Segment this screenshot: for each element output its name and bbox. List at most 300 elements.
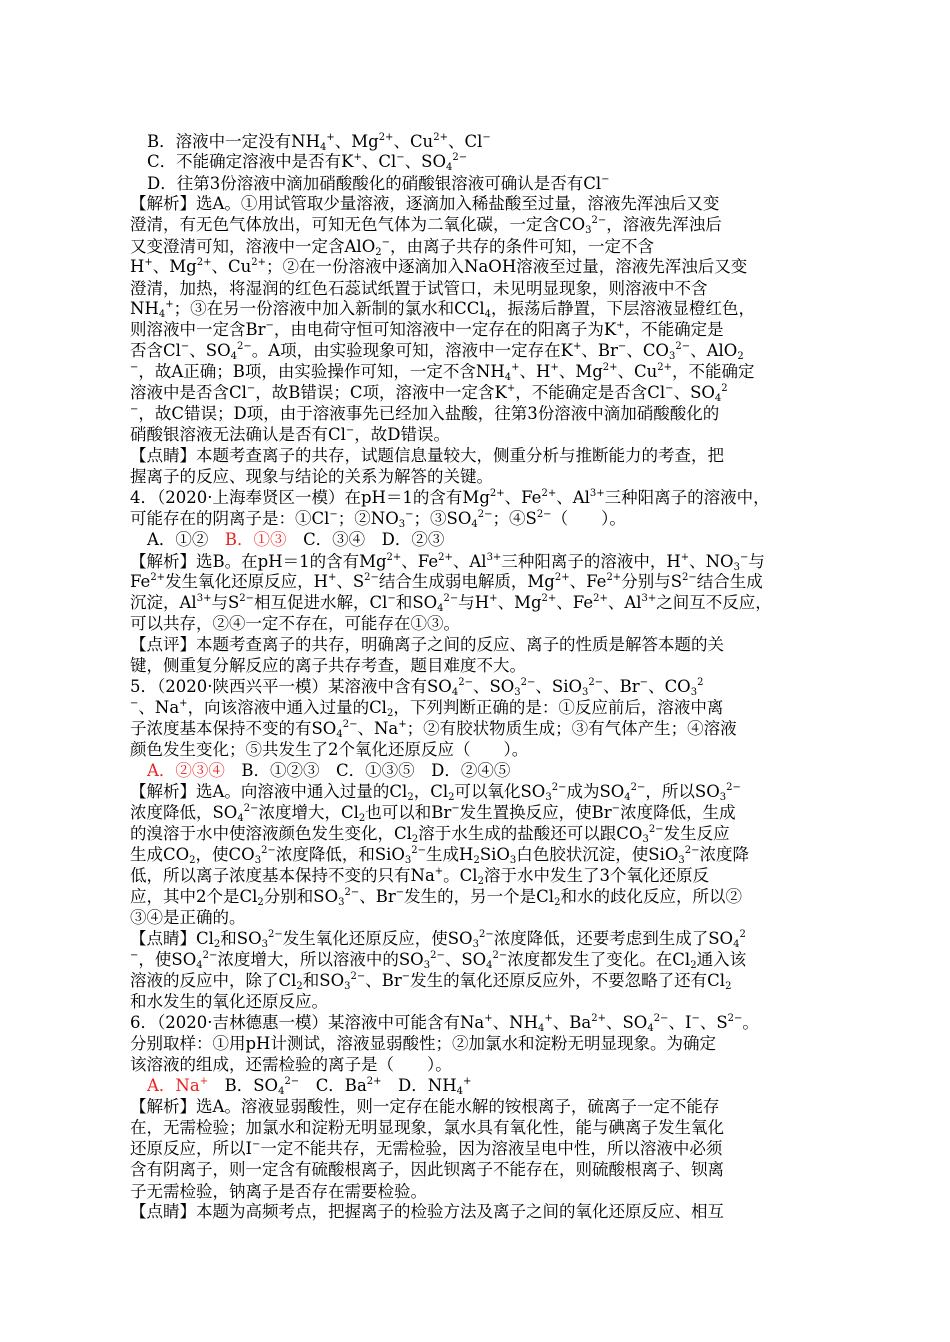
subscript: 4 <box>319 142 327 153</box>
subscript: 2 <box>690 960 697 971</box>
text-run: ，不能确定是否含Cl <box>515 383 666 402</box>
subscript: 4 <box>471 519 478 530</box>
superscript: 2− <box>443 593 459 604</box>
superscript: 2+ <box>438 552 453 563</box>
text-run: 。 <box>742 1013 759 1032</box>
text-run: 浓度降低，还要考虑到生成了SO <box>493 929 734 948</box>
text-run: 还原反应，所以I <box>130 1139 253 1158</box>
text-line <box>147 132 837 152</box>
superscript: − <box>401 971 411 982</box>
superscript: − <box>252 1139 261 1150</box>
text-line <box>130 971 820 991</box>
subscript: 4 <box>647 1023 654 1034</box>
text-run: 可能存在的阴离子是：①Cl <box>130 509 330 528</box>
superscript: 2− <box>261 845 276 856</box>
superscript: 3+ <box>589 488 605 499</box>
text-run: 相互促进水解，Cl <box>254 593 388 612</box>
text-run: ，Cl <box>413 782 449 801</box>
subscript: 3 <box>545 792 552 803</box>
answer-highlight: A．Na <box>147 1076 200 1095</box>
text-run: D．往第3份溶液中滴加硝酸酸化的硝酸银溶液可确认是否有Cl <box>147 174 602 193</box>
text-line <box>130 1202 820 1222</box>
superscript: + <box>489 593 498 604</box>
text-run: 【解析】选A。①用试管取少量溶液，逐滴加入稀盐酸至过量，溶液先浑浊后又变 <box>130 194 720 213</box>
text-run: 。Cl <box>443 866 478 885</box>
superscript: 2− <box>268 929 283 940</box>
text-run: 硝酸银溶液无法确认是否有Cl <box>130 425 346 444</box>
answer-highlight: A．②③④ <box>147 761 225 780</box>
text-run: 、Na <box>138 698 180 717</box>
text-run: Fe <box>130 572 151 591</box>
superscript: − <box>265 320 274 331</box>
subscript: 3 <box>261 939 268 950</box>
text-run: 、SO <box>404 152 446 171</box>
subscript: 4 <box>714 393 722 404</box>
text-run: 发生氧化还原反应，使SO <box>282 929 473 948</box>
subscript: 3 <box>668 351 676 362</box>
superscript: 2− <box>727 1013 743 1024</box>
superscript: − <box>130 404 139 415</box>
text-line <box>130 299 820 319</box>
text-line <box>130 1160 820 1180</box>
text-line <box>130 824 820 844</box>
text-line <box>130 803 820 823</box>
superscript: − <box>617 341 627 352</box>
subscript: 2 <box>725 981 732 992</box>
text-run: 该溶液的组成，还需检验的离子是（ ）。 <box>130 1055 452 1074</box>
text-run: 浓度增大，所以溶液中的SO <box>217 950 424 969</box>
superscript: 2− <box>648 824 664 835</box>
superscript: 2− <box>478 929 494 940</box>
superscript: 2+ <box>554 572 570 583</box>
text-run: 、Al <box>452 552 487 571</box>
text-run: 浓度降低，生成 <box>620 803 736 822</box>
superscript: 2− <box>536 509 552 520</box>
superscript: − <box>396 152 405 163</box>
text-run: 、Br <box>365 971 402 990</box>
text-run: 沉淀，Al <box>130 593 197 612</box>
superscript: 2− <box>588 677 604 688</box>
text-run: ，不能确定 <box>672 362 755 381</box>
text-run: 也可以和Br <box>365 803 452 822</box>
subscript: 3 <box>514 687 521 698</box>
text-run: 生成CO <box>130 845 190 864</box>
superscript: 2− <box>653 1013 669 1024</box>
text-run: 颜色发生变化；⑤共发生了2个氧化还原反应（ ）。 <box>130 740 529 759</box>
text-run: ，向该溶液中通入过量的Cl <box>187 698 387 717</box>
text-run: ，所以SO <box>645 782 720 801</box>
text-run: H <box>130 257 145 276</box>
text-run: 澄清，加热，将湿润的红色石蕊试纸置于试管口，未见明显现象，则溶液中不含 <box>130 279 708 298</box>
text-run: 、Mg <box>334 132 379 151</box>
text-run: 浓度增大，Cl <box>258 803 359 822</box>
text-line <box>130 215 820 235</box>
text-line <box>130 237 820 257</box>
text-run: B．①②③ C．①③⑤ D．②④⑤ <box>224 761 511 780</box>
text-run: 、NH <box>492 1013 538 1032</box>
text-run: 溶于水生成的盐酸还可以跟CO <box>418 824 643 843</box>
text-run: 、H <box>519 362 551 381</box>
text-run: 、Cl <box>361 152 397 171</box>
text-run: 结合生成 <box>696 572 763 591</box>
subscript: 4 <box>230 351 238 362</box>
superscript: 2− <box>342 719 358 730</box>
text-run: ，使SO <box>138 950 197 969</box>
superscript: 2− <box>239 593 255 604</box>
text-line <box>130 740 820 760</box>
text-run: 和水的歧化反应，所以② <box>560 887 742 906</box>
superscript: 2− <box>243 803 259 814</box>
text-line <box>130 1118 820 1138</box>
superscript: 2+ <box>602 362 618 373</box>
text-run: 、Br <box>359 887 396 906</box>
superscript: 2− <box>458 677 473 688</box>
subscript: 4 <box>733 939 740 950</box>
superscript: 2+ <box>606 572 622 583</box>
subscript: 3 <box>338 897 345 908</box>
superscript: − <box>180 341 190 352</box>
text-run: 、Al <box>607 593 642 612</box>
subscript: 4 <box>445 162 453 173</box>
text-run: 6．（2020·吉林德惠一模）某溶液中可能含有Na <box>130 1013 485 1032</box>
superscript: + <box>544 1013 553 1024</box>
subscript: 2 <box>407 792 414 803</box>
text-run: C．Ba <box>299 1076 367 1095</box>
superscript: 2+ <box>378 132 394 143</box>
superscript: 2 <box>739 929 746 940</box>
text-run: 与S <box>211 593 240 612</box>
text-run: 、Cu <box>393 132 434 151</box>
text-run: 4．（2020·上海奉贤区一模）在pH＝1的含有Mg <box>130 488 490 507</box>
text-run: C．不能确定溶液中是否有K <box>147 152 354 171</box>
superscript: − <box>451 803 460 814</box>
text-run: 、S <box>699 1013 728 1032</box>
superscript: 2+ <box>251 257 267 268</box>
superscript: 2− <box>520 677 536 688</box>
text-run: 和水发生的氧化还原反应。 <box>130 992 328 1011</box>
text-run: ，故B错误；C项，溶液中一定含K <box>255 383 507 402</box>
superscript: + <box>398 719 407 730</box>
text-run: ；③SO <box>413 509 472 528</box>
subscript: 4 <box>278 1086 285 1097</box>
text-run: 溶液的反应中，除了Cl <box>130 971 297 990</box>
text-run: 、Br <box>603 677 640 696</box>
text-line <box>130 1013 820 1033</box>
subscript: 4 <box>336 729 343 740</box>
text-run: 子浓度基本保持不变的有SO <box>130 719 337 738</box>
text-run: 浓度降低，SO <box>130 803 238 822</box>
subscript: 4 <box>456 1086 463 1097</box>
text-run: 【解析】选A。向溶液中通入过量的Cl <box>130 782 408 801</box>
superscript: − <box>405 509 414 520</box>
text-run: 、SO <box>472 677 515 696</box>
subscript: 4 <box>537 1023 545 1034</box>
subscript: 2 <box>411 834 419 845</box>
superscript: − <box>345 425 355 436</box>
subscript: 3 <box>719 792 727 803</box>
superscript: 2− <box>350 971 366 982</box>
text-run: 、Mg <box>558 362 603 381</box>
superscript: + <box>434 866 444 877</box>
subscript: 2 <box>189 855 196 866</box>
text-run: ，溶液先浑浊后 <box>606 215 722 234</box>
subscript: 4 <box>437 603 444 614</box>
subscript: 4 <box>196 960 203 971</box>
text-run: 浓度降 <box>699 845 750 864</box>
text-line <box>130 782 820 802</box>
text-run: 浓度降低，和SiO <box>275 845 405 864</box>
text-run: 、Fe <box>504 488 542 507</box>
text-run: NH <box>130 299 159 318</box>
text-run: 之间互不反应， <box>656 593 772 612</box>
text-run: 含有阴离子，则一定含有硫酸根离子，因此钡离子不能存在，则硫酸根离子、钡离 <box>130 1160 724 1179</box>
text-run: ；②在一份溶液中逐滴加入NaOH溶液至过量，溶液先浑浊后又变 <box>266 257 748 276</box>
text-line <box>147 530 837 550</box>
subscript: 2 <box>737 351 744 362</box>
text-line <box>147 174 837 194</box>
text-line <box>130 1034 820 1054</box>
text-run: 和SO <box>302 971 345 990</box>
text-run: 、SO <box>444 950 487 969</box>
text-run: 的溴溶于水中使溶液颜色发生变化，Cl <box>130 824 412 843</box>
superscript: + <box>327 572 337 583</box>
text-run: B．溶液中一定没有NH <box>147 132 320 151</box>
text-run: 低，所以离子浓度基本保持不变的只有Na <box>130 866 435 885</box>
superscript: 2− <box>726 782 741 793</box>
superscript: 2+ <box>593 593 608 604</box>
subscript: 2 <box>375 247 382 258</box>
text-run: 、NO <box>689 552 734 571</box>
text-run: 和SO <box>395 593 438 612</box>
superscript: 2− <box>364 572 379 583</box>
superscript: − <box>130 362 139 373</box>
text-run: 、I <box>668 1013 692 1032</box>
text-run: 发生的氧化还原反应外，不要忽略了还有Cl <box>410 971 726 990</box>
text-run: （ ）。 <box>551 509 626 528</box>
superscript: − <box>130 698 139 709</box>
text-run: 与 <box>748 552 765 571</box>
text-run: ，振荡后静置，下层溶液显橙红色， <box>491 299 755 318</box>
subscript: 3 <box>582 687 589 698</box>
text-run: ，由离子共存的条件可知，一定不含 <box>390 237 654 256</box>
text-run: 可以氧化SO <box>454 782 546 801</box>
text-run: 握离子的反应、现象与结论的关系为解答的关键。 <box>130 467 493 486</box>
text-run: 、Na <box>357 719 399 738</box>
text-line <box>130 992 820 1012</box>
subscript: 4 <box>451 687 459 698</box>
text-run: 【点睛】本题为高频考点，把握离子的检验方法及离子之间的氧化还原反应、相互 <box>130 1202 724 1221</box>
superscript: 2 <box>697 677 704 688</box>
text-run: 可以共存，②④一定不存在，可能存在①③。 <box>130 614 460 633</box>
text-run: 三种阳离子的溶液中， <box>604 488 770 507</box>
text-run: ；②有胶状物质生成；③有气体产生；④溶液 <box>406 719 737 738</box>
superscript: + <box>165 299 174 310</box>
text-line <box>147 152 837 172</box>
subscript: 2 <box>477 876 484 887</box>
text-run: 三种阳离子的溶液中，H <box>501 552 681 571</box>
text-line <box>130 929 820 949</box>
text-line <box>130 593 820 613</box>
text-run: ，故D错误。 <box>354 425 451 444</box>
text-line <box>130 1055 820 1075</box>
superscript: 2+ <box>657 362 673 373</box>
text-run: 、Br <box>581 341 618 360</box>
text-run: 、S <box>336 572 365 591</box>
superscript: + <box>550 362 559 373</box>
text-run: 键，侧重复分解反应的离子共存考查，题目难度不大。 <box>130 656 526 675</box>
text-line <box>130 446 820 466</box>
superscript: + <box>680 552 690 563</box>
text-run: 生成H <box>426 845 474 864</box>
subscript: 3 <box>398 519 406 530</box>
subscript: 2 <box>473 855 480 866</box>
superscript: 2+ <box>541 488 557 499</box>
text-run: 发生氧化还原反应，H <box>165 572 328 591</box>
text-run: 子无需检验，钠离子是否存在需要检验。 <box>130 1182 427 1201</box>
text-run: C．③④ D．②③ <box>286 530 445 549</box>
superscript: + <box>144 257 153 268</box>
superscript: − <box>381 237 390 248</box>
superscript: − <box>329 509 338 520</box>
text-run: 【解析】选A。溶液显弱酸性，则一定存在能水解的铵根离子，硫离子一定不能存 <box>130 1097 720 1116</box>
text-run: B．SO <box>208 1076 279 1095</box>
text-run: 、Cu <box>211 257 252 276</box>
text-run: 【点评】本题考查离子的共存，明确离子之间的反应、离子的性质是解答本题的关 <box>130 635 724 654</box>
text-run: 与H <box>458 593 490 612</box>
superscript: 2+ <box>386 552 402 563</box>
text-line <box>130 656 820 676</box>
text-run: ，由电荷守恒可知溶液中一定存在的阳离子为K <box>273 320 617 339</box>
text-run: ，故A正确；B项，由实验操作可知，一定不含NH <box>138 362 505 381</box>
text-run: 则溶液中一定含Br <box>130 320 266 339</box>
text-run: 澄清，有无色气体放出，可知无色气体为二氧化碳，一定含CO <box>130 215 586 234</box>
subscript: 4 <box>486 960 493 971</box>
text-run: 分别和SO <box>263 887 339 906</box>
superscript: + <box>573 341 582 352</box>
superscript: − <box>639 677 649 688</box>
superscript: 2− <box>682 572 697 583</box>
text-run: ；②NO <box>337 509 399 528</box>
superscript: − <box>482 132 491 143</box>
text-run: 发生反应 <box>663 824 730 843</box>
subscript: 3 <box>344 981 351 992</box>
text-run: ；④S <box>492 509 537 528</box>
subscript: 3 <box>509 855 517 866</box>
text-line <box>130 1182 820 1202</box>
superscript: − <box>130 950 139 961</box>
text-line <box>130 257 820 277</box>
text-line <box>130 908 820 928</box>
subscript: 2 <box>257 897 264 908</box>
superscript: 2+ <box>489 488 505 499</box>
subscript: 4 <box>504 372 512 383</box>
superscript: 2− <box>237 341 252 352</box>
subscript: 2 <box>386 708 394 719</box>
text-run: ；③在另一份溶液中加入新制的氯水和CCl <box>173 299 485 318</box>
text-line <box>130 572 820 592</box>
text-line <box>130 404 820 424</box>
superscript: 2− <box>675 341 691 352</box>
text-run: 否含Cl <box>130 341 181 360</box>
text-run: D．NH <box>381 1076 457 1095</box>
superscript: 3+ <box>196 593 212 604</box>
text-run: 分别与S <box>621 572 682 591</box>
text-run: 白色胶状沉淀，使SiO <box>516 845 679 864</box>
text-run: A．①② <box>147 530 225 549</box>
text-run: 、Al <box>556 488 590 507</box>
text-run: 【解析】选B。在pH＝1的含有Mg <box>130 552 387 571</box>
text-run: 、SO <box>189 341 231 360</box>
text-run: 、Ba <box>552 1013 592 1032</box>
superscript: − <box>691 1013 700 1024</box>
text-run: 一定不能共存，无需检验，因为溶液呈电中性，所以溶液中必须 <box>260 1139 723 1158</box>
text-run: ③④是正确的。 <box>130 908 246 927</box>
text-run: 【点睛】Cl <box>130 929 214 948</box>
text-run: 浓度都发生了变化。在Cl <box>507 950 691 969</box>
text-run: ，下列判断正确的是：①反应前后，溶液中离 <box>393 698 724 717</box>
superscript: + <box>511 362 520 373</box>
text-run: 、Fe <box>569 572 607 591</box>
superscript: 2− <box>551 782 567 793</box>
text-line <box>130 488 820 508</box>
text-line <box>130 845 820 865</box>
superscript: 2+ <box>541 593 557 604</box>
superscript: 2− <box>284 1076 300 1087</box>
superscript: 2− <box>202 950 218 961</box>
text-line <box>130 635 820 655</box>
text-run: 、CO <box>648 677 691 696</box>
answer-highlight: B．①③ <box>224 530 287 549</box>
text-line <box>130 320 820 340</box>
text-run: 、Fe <box>556 593 594 612</box>
text-line <box>147 1076 837 1096</box>
text-run: 、SO <box>673 383 715 402</box>
text-line <box>130 467 820 487</box>
subscript: 3 <box>678 855 685 866</box>
superscript: + <box>353 152 362 163</box>
text-run: 溶液中是否含Cl <box>130 383 247 402</box>
superscript: 2− <box>630 782 646 793</box>
text-run: 、Cu <box>617 362 658 381</box>
superscript: 2− <box>684 845 700 856</box>
text-run: 分别取样：①用pH计测试，溶液显弱酸性；②加氯水和淀粉无明显现象。为确定 <box>130 1034 716 1053</box>
superscript: 3+ <box>486 552 502 563</box>
text-line <box>130 719 820 739</box>
text-run: ，不能确定是 <box>624 320 724 339</box>
subscript: 3 <box>690 687 698 698</box>
superscript: 2− <box>452 152 468 163</box>
text-run: ，使CO <box>195 845 255 864</box>
superscript: + <box>179 698 188 709</box>
text-run: 。A项，由实验现象可知，溶液中一定存在K <box>251 341 574 360</box>
subscript: 4 <box>158 309 166 320</box>
text-run: 、Cl <box>447 132 483 151</box>
text-line <box>130 279 820 299</box>
text-run: 、Mg <box>152 257 197 276</box>
text-line <box>130 614 820 634</box>
subscript: 2 <box>448 792 455 803</box>
subscript: 2 <box>296 981 303 992</box>
text-run: 应，其中2个是Cl <box>130 887 258 906</box>
text-line <box>130 1097 820 1117</box>
superscript: 2+ <box>366 1076 382 1087</box>
superscript: − <box>395 887 405 898</box>
text-run: 发生的，另一个是Cl <box>404 887 555 906</box>
subscript: 2 <box>358 813 366 824</box>
text-line <box>147 761 837 781</box>
superscript: 2− <box>411 845 427 856</box>
text-run: 、AlO <box>690 341 738 360</box>
